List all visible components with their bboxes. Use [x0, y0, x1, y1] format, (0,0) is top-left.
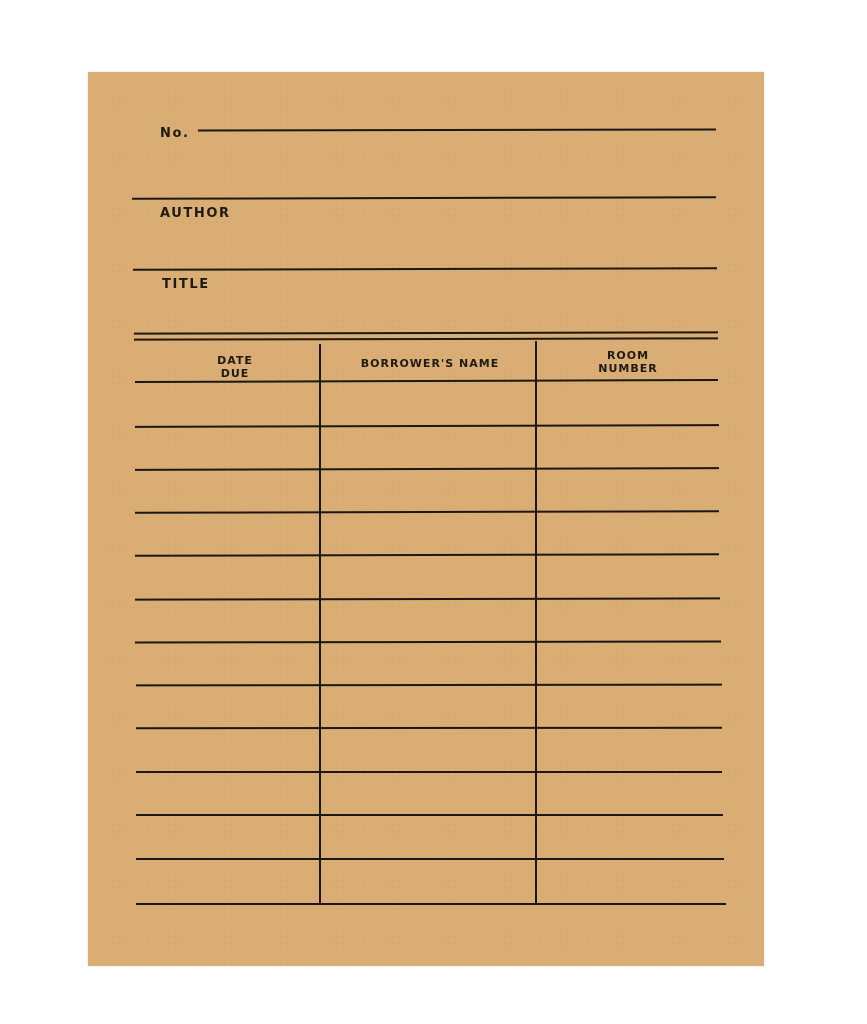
date-due-cell[interactable]	[135, 513, 319, 554]
room-number-cell[interactable]	[537, 860, 722, 903]
borrower-name-cell[interactable]	[321, 556, 535, 598]
date-due-cell[interactable]	[135, 773, 319, 814]
room-number-cell[interactable]	[537, 729, 722, 771]
table-bottom-line	[136, 903, 726, 905]
date-due-cell[interactable]	[135, 643, 319, 684]
room-number-cell[interactable]	[537, 600, 722, 641]
author-field-line[interactable]	[133, 267, 717, 271]
date-due-cell[interactable]	[135, 600, 319, 641]
library-checkout-card	[88, 72, 764, 966]
table-top-double-line	[134, 337, 718, 340]
room-number-cell[interactable]	[537, 556, 722, 598]
room-number-cell[interactable]	[537, 427, 722, 468]
author-label: AUTHOR	[160, 206, 231, 221]
date-due-cell[interactable]	[135, 382, 319, 425]
room-number-cell[interactable]	[537, 470, 722, 511]
date-due-cell[interactable]	[135, 470, 319, 511]
date-due-header: DATE DUE	[217, 354, 253, 380]
date-due-cell[interactable]	[135, 816, 319, 858]
date-due-cell[interactable]	[135, 427, 319, 468]
room-number-header: ROOM NUMBER	[598, 349, 658, 375]
borrower-name-cell[interactable]	[321, 816, 535, 858]
borrower-name-cell[interactable]	[321, 600, 535, 641]
no-section-divider	[132, 196, 716, 200]
borrower-name-cell[interactable]	[321, 773, 535, 814]
room-number-cell[interactable]	[537, 816, 722, 858]
date-due-cell[interactable]	[135, 860, 319, 903]
borrower-name-cell[interactable]	[321, 382, 535, 425]
borrower-name-cell[interactable]	[321, 470, 535, 511]
borrower-name-cell[interactable]	[321, 513, 535, 554]
date-due-cell[interactable]	[135, 729, 319, 771]
room-number-cell[interactable]	[537, 643, 722, 684]
date-due-cell[interactable]	[135, 686, 319, 727]
title-label: TITLE	[162, 277, 210, 292]
no-field-line[interactable]	[198, 128, 716, 131]
borrower-name-cell[interactable]	[321, 686, 535, 727]
borrowers-name-header: BORROWER'S NAME	[360, 357, 500, 370]
no-label: No.	[160, 126, 190, 141]
room-number-cell[interactable]	[537, 773, 722, 814]
borrower-name-cell[interactable]	[321, 427, 535, 468]
title-field-line[interactable]	[134, 331, 718, 334]
borrower-name-cell[interactable]	[321, 860, 535, 903]
borrower-name-cell[interactable]	[321, 643, 535, 684]
borrower-name-cell[interactable]	[321, 729, 535, 771]
date-due-cell[interactable]	[135, 556, 319, 598]
room-number-cell[interactable]	[537, 513, 722, 554]
room-number-cell[interactable]	[537, 382, 722, 425]
room-number-cell[interactable]	[537, 686, 722, 727]
